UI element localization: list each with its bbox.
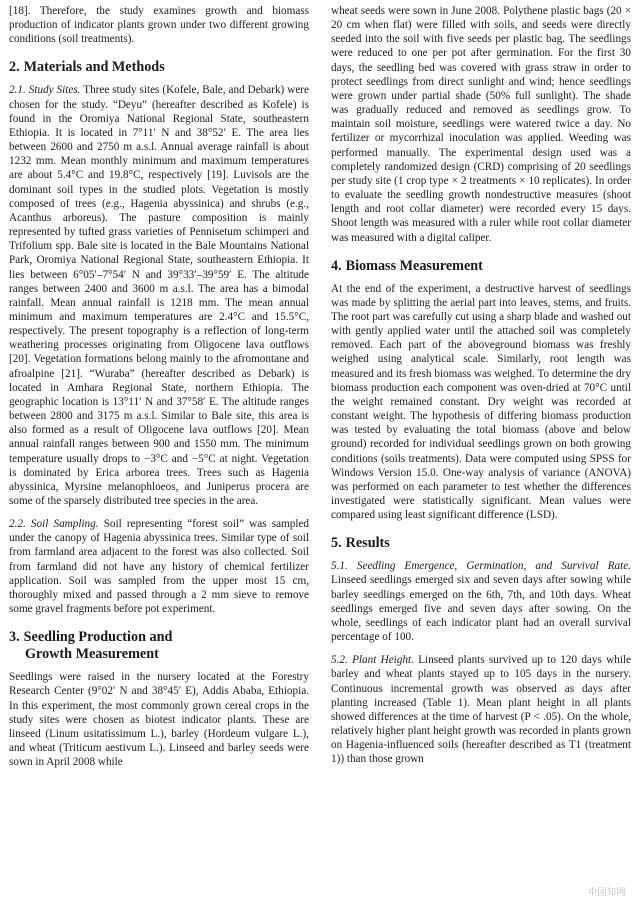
section-4-paragraph: At the end of the experiment, a destructive harvest of seedlings was made by splitting the aerial part into leaves, stems, and fruits. The root part was carefully cut using a sharp blade and washed out with gently applied water until the attached soil was completely removed. Each part of the aboveground biomass was freshly weighed using analytical scale. Similarly, root length was measured and its fresh biomass was weighed. To determine the dry biomass production each component was oven-dried at 70°C until the weight remained constant. Dry weight was recorded at constant weight. The hypothesis of differing biomass production was tested by evaluating the total biomass (above and below ground) recorded for individual seedlings grown on both growing conditions (soils treatments). Data were computed using SPSS for Windows Version 15.0. One-way analysis of variance (ANOVA) was performed on each parameter to test whether the differences investigated were statistically significant. Mean values were compared using least significant difference (LSD). (331, 282, 631, 522)
left-column (9, 4, 309, 769)
subsection-2-2-paragraph (9, 517, 309, 616)
section-3-title-line2: Growth Measurement (25, 646, 159, 663)
subsection-2-1-label: 2.1. Study Sites. (9, 84, 81, 97)
section-4-heading (331, 258, 631, 275)
section-2-heading (9, 59, 309, 76)
subsection-2-2-label: 2.2. Soil Sampling. (9, 518, 99, 531)
section-3-continued-paragraph: wheat seeds were sown in June 2008. Polythene plastic bags (20 × 20 cm when flat) were filled with soils, and seeds were directly seeded into the soil with five seeds per plastic bag. The seedlings were reduced to one per pot after germination. For the first 30 days, the seedling bed was covered with grass straw in order to protect seedlings from direct sunlight and wind; hence seedlings were grown under partial shade (50% full sunlight). The shade was gradually reduced and removed as seedlings grow. To maintain soil moisture, seedlings were watered twice a day. No fertilizer or mycorrhizal inoculation was applied. Weeding was performed manually. The experimental design used was a completely randomized design (CRD) comprising of 20 seedlings per study site (1 crop type × 2 treatments × 10 replicates). In order to evaluate the seedling growth nondestructive measures (shoot length and root collar diameter) were recorded every 15 days. Shoot length was measured with a ruler while root collar diameter was measured with a digital caliper. (331, 5, 631, 244)
subsection-5-2-paragraph (331, 653, 631, 766)
subsection-5-1-text: Linseed seedlings emerged six and seven days after sowing while barley seedlings emerged on the 6th, 7th, and 10th days. Wheat seedlings emerged five and seven days after sowing. On the whole, seedlings of each indicator plant had an overall survival percentage of 100. (331, 574, 631, 644)
right-column (331, 4, 631, 767)
subsection-2-1-text: Three study sites (Kofele, Bale, and Debark) were chosen for the study. “Deyu” (hereafter described as Kofele) is found in the Oromiya National Regional State, southeastern Ethiopia. It is located in 7°11′ N and 38°52′ E. The area lies between 2600 and 2750 m a.s.l. Annual average rainfall is about 1232 mm. Mean monthly minimum and maximum temperatures are about 5.4°C and 19.8°C, respectively [19]. Luvisols are the dominant soil types in the studied plots. Vegetation is mostly composed of trees (e.g., Hagenia abyssinica) and shrubs (e.g., Acanthus arboreus). The pasture composition is mainly represented by tufted grass varieties of Pennisetum schimperi and Trifolium spp. Bale site is located in the Bale Mountains National Park, Oromiya National Regional State, southeastern Ethiopia. It lies between 6°05′–7°54′ N and 39°33′–39°59′ E. The altitude ranges between 2400 and 3600 m a.s.l. The area has a bimodal rainfall. Mean annual rainfall is 1218 mm. The mean annual minimum and maximum temperatures are 2.4°C and 15.5°C, respectively. The present topography is a reflection of long-term weathering processes originating from Oligocene lava outflows [20]. Vegetation formations belong mainly to the afromontane and afroalpine [21]. “Wuraba” (hereafter described as Debark) is located in Amhara Regional State, northern Ethiopia. The geographic location is 13°11′ N and 37°58′ E. The altitude ranges between 2800 and 3175 m a.s.l. Similar to Bale site, this area is also formed as a result of Oligocene lava outflows [20]. Mean annual rainfall ranges between 900 and 1550 mm. The minimum temperature usually drops to −3°C and −5°C at night. Vegetation is dominated by Erica arborea trees. Trees such as Hagenia abyssinica, Myrsine melanophloeos, and Juniperus procera are some of the sparsely distributed tree species in the area. (9, 84, 309, 507)
section-5-number: 5. (331, 535, 342, 552)
section-4-title: Biomass Measurement (345, 257, 483, 274)
intro-tail-paragraph: [18]. Therefore, the study examines growth and biomass production of indicator plants grown under two different growing conditions (soil treatments). (9, 5, 309, 46)
subsection-5-1-paragraph (331, 559, 631, 644)
section-3-paragraph: Seedlings were raised in the nursery located at the Forestry Research Center (9°02′ N and 38°45′ E), Addis Ababa, Ethiopia. In this experiment, the most commonly grown cereal crops in the study sites were chosen as biotest indicator plants. These are linseed (Linum usitatissimum L.), barley (Hordeum vulgare L.), and wheat (Triticum aestivum L.). Linseed and barley seeds were sown in April 2008 while (9, 671, 309, 769)
subsection-2-1-paragraph (9, 83, 309, 508)
section-2-number: 2. (9, 59, 20, 76)
subsection-5-2-text: Linseed plants survived up to 120 days while barley and wheat plants stayed up to 105 days in the nursery. Continuous incremental growth was observed as days after planting increased (Table 1). Mean plant height in all plants showed differences at the time of harvest (P < .05). On the whole, relatively higher plant height growth was recorded in plants grown on Hagenia-influenced soils (hereafter described as T1 (treatment 1)) than those grown (331, 654, 632, 766)
section-5-heading (331, 535, 631, 552)
subsection-5-1-label: 5.1. Seedling Emergence, Germination, and Survival Rate. (331, 560, 631, 573)
section-3-number: 3. (9, 629, 20, 646)
section-3-heading (9, 629, 309, 663)
subsection-5-2-label: 5.2. Plant Height. (331, 654, 414, 667)
section-3-title-line1: Seedling Production and (23, 629, 173, 646)
section-5-title: Results (345, 535, 390, 552)
subsection-2-2-text: Soil representing “forest soil” was sampled under the canopy of Hagenia abyssinica trees. Similar type of soil from farmland area adjacent to the forest was also collected. Soil from farmland did not have any history of chemical fertilizer application. Soil was sampled from the upper most 15 cm, thoroughly mixed and passed through a 2 mm sieve to remove some gravel fragments before pot experiment. (9, 518, 310, 616)
section-2-title: Materials and Methods (23, 59, 165, 76)
section-4-number: 4. (331, 257, 342, 274)
watermark-text: 中国知网 (587, 887, 626, 897)
